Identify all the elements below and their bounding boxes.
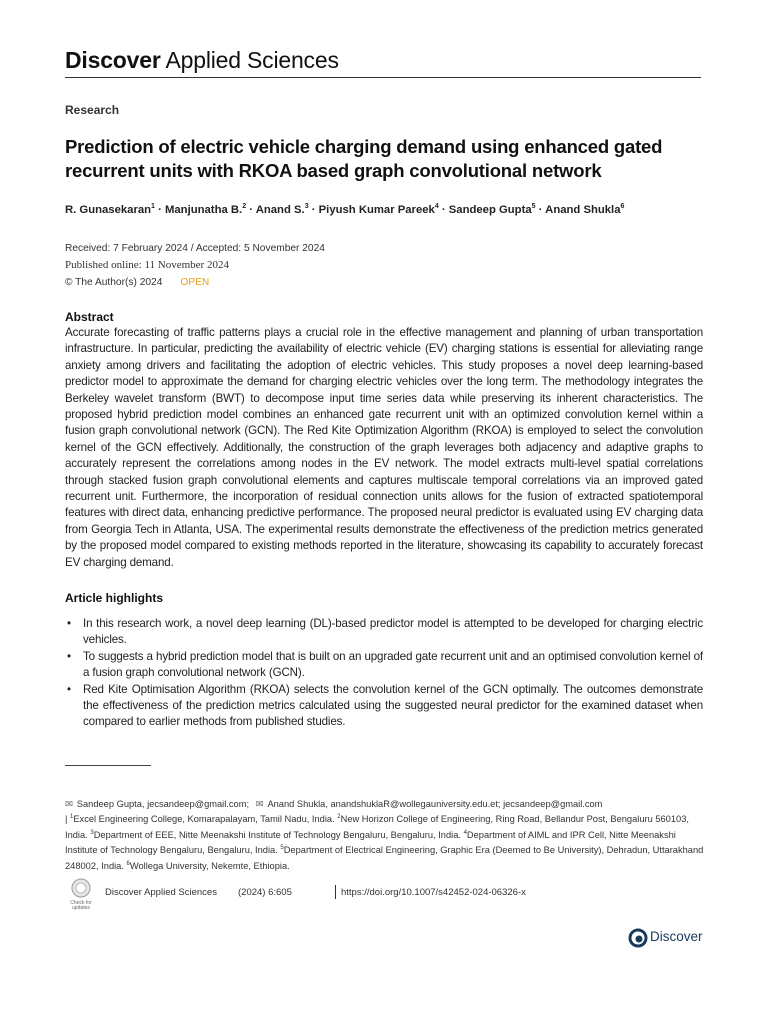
bullet-icon: • [67,649,71,663]
received-accepted: Received: 7 February 2024 / Accepted: 5 November 2024 [65,243,325,254]
abstract-text: Accurate forecasting of traffic patterns plays a crucial role in the effective management and planning of urban transportation infrastructure. In particular, predicting the availability of electric vehicle (EV) charging stations is essential for alleviating range anxiety among drivers and facilitating the adoption of electric vehicles. This study proposes a novel deep learning-based predictor model to approximate the demand for charging electric vehicles over the long term. The methodology integrates the Berkeley wavelet transform (BWT) to decompose input time series data while preserving its inherent characteristics. The proposed hybrid prediction model combines an enhanced gate recurrent unit with an optimized convolution kernel within a fusion graph convolutional network (GCN). The Red Kite Optimization Algorithm (RKOA) is employed to select the convolution kernel of the GCN effectively. Additionally, the construction of the graph leverages both adjacency and adaptive graphs to accurately represent the correlations among nodes in the EV network. The model extracts multi-level spatial correlations through stacked fusion graph convolutional elements and captures multiscale temporal correlations via an improved gated recurrent unit. Furthermore, the incorporation of residual connection units allows for the fusion of extracted spatiotemporal features with direct data, enhancing predictive performance. The proposed neural predictor is evaluated using EV charging data from Georgia Tech in Atlanta, USA. The experimental results demonstrate the effectiveness of the prediction metrics generated by the proposed model compared to existing methods reported in the literature, showcasing its capability to accurately forecast EV charging demand. [65,326,703,569]
doi-link[interactable]: https://doi.org/10.1007/s42452-024-06326-x [341,887,526,898]
highlight-item: • In this research work, a novel deep learning (DL)-based predictor model is attempted to be developed for charging electric vehicles. [67,617,703,647]
author[interactable]: Manjunatha B.$^2$ [164,203,247,216]
author-list: R. Gunasekaran$^1$ · Manjunatha B.$^2$ · Anand S.$^3$ · Piyush Kumar Pareek$^4$ · Sandeep Gupta$^5$ · Anand Shukla$^6$ [65,203,625,216]
page-footer [65,876,705,910]
open-access-badge: OPEN [180,277,210,288]
author[interactable]: Piyush Kumar Pareek$^4$ [318,203,439,216]
copyright: © The Author(s) 2024 [65,277,163,288]
bullet-icon: • [67,682,71,696]
author[interactable]: Anand S.$^3$ [255,203,309,216]
author[interactable]: Anand Shukla$^6$ [545,203,625,216]
highlights-list [65,616,703,731]
svg-text:updates: updates [72,905,90,910]
contact-email[interactable]: Sandeep Gupta, jecsandeep@gmail.com; [76,799,250,809]
footer-journal: Discover Applied Sciences [105,887,217,898]
envelope-icon: ✉ [65,799,73,809]
footnotes [65,798,705,873]
highlight-item: • To suggests a hybrid prediction model that is built on an upgraded gate recurrent unit and an optimised convolution kernel of a fusion graph convolutional network (GCN). [67,649,703,680]
discover-logo-icon [628,927,648,949]
author[interactable]: R. Gunasekaran$^1$ [65,203,155,216]
svg-text:Check for: Check for [70,900,92,906]
discover-logo-text: Discover [650,929,703,944]
highlights-heading: Article highlights [65,591,164,605]
author[interactable]: Sandeep Gupta$^5$ [448,203,536,216]
published-online: Published online: 11 November 2024 [65,259,229,271]
header-rule [65,77,701,78]
bullet-icon: • [67,617,71,630]
brand-rest: Applied Sciences [165,47,339,73]
journal-header [65,44,701,76]
copyright-line [65,274,325,291]
highlight-item: • Red Kite Optimisation Algorithm (RKOA) selects the convolution kernel of the GCN optimally. The outcomes demonstrate the effectiveness of the prediction metrics calculated using the suggested neural predictor for the examined dataset when compared to earlier methods from published studies. [67,682,703,729]
section-label: Research [65,103,120,117]
footer-divider [335,885,336,899]
footer-volume: (2024) 6:605 [238,887,292,898]
check-for-updates-icon[interactable] [65,876,97,910]
affiliations: | $^1$Excel Engineering College, Komarapalayam, Tamil Nadu, India. $^2$New Horizon College of Engineering, Ring Road, Bellandur Post, Bengaluru 560103, India. $^3$Department of EEE, Nitte Meenakshi Institute of Technology Bengaluru, Bengaluru, India. $^4$Department of AIML and IPR Cell, Nitte Meenakshi Institute of Technology Bengaluru, Bengaluru, India. $^5$Department of Electrical Engineering, Graphic Era (Deemed to Be University), Dehradun, Uttarakhand 248002, India. $^6$Wollega University, Nekemte, Ethiopia. [65,814,704,871]
article-dates [65,240,325,291]
article-title: Prediction of electric vehicle charging demand using enhanced gated recurrent units with RKOA based graph convolutional network [65,136,663,181]
abstract-heading: Abstract [65,310,114,324]
journal-brand [65,44,701,76]
envelope-icon: ✉ [255,799,264,809]
brand-bold: Discover [65,47,161,73]
footnote-rule [65,765,151,766]
contact-email[interactable]: Anand Shukla, anandshuklaR@wollegauniversity.edu.et; jecsandeep@gmail.com [267,799,603,809]
contact-line [65,798,705,811]
